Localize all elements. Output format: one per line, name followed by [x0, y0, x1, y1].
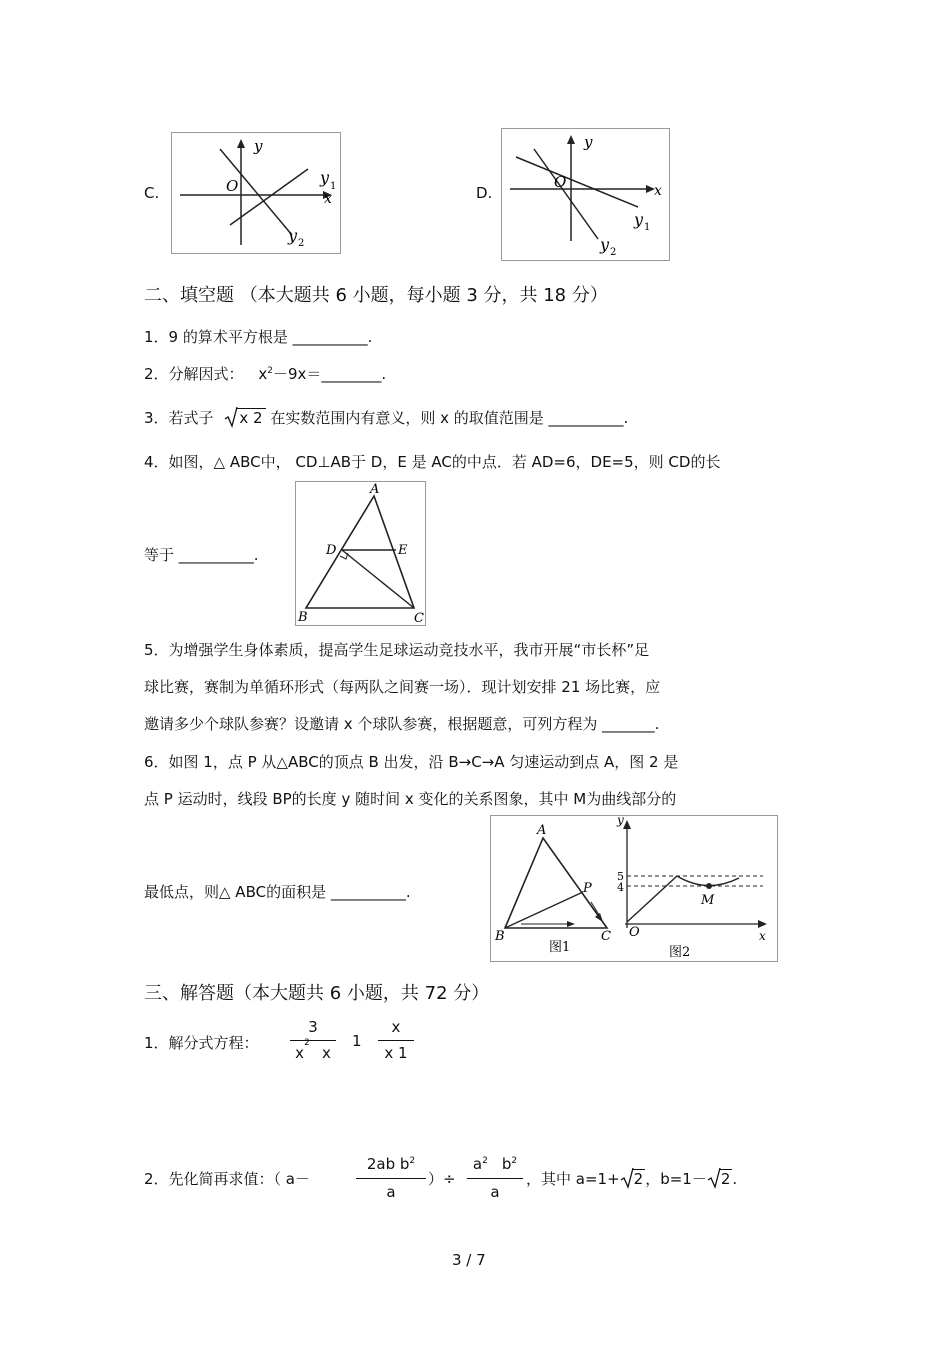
q4-label-c: C	[414, 611, 424, 625]
q4-label-d: D	[326, 543, 337, 558]
s3-q2-sqrt-b	[707, 1170, 733, 1188]
q6-fig1-b: B	[495, 929, 505, 944]
d-origin-label: O	[554, 173, 567, 191]
page-number: 3 / 7	[452, 1251, 486, 1269]
s3-q1-frac2-den: x 1	[384, 1044, 408, 1062]
s2-q6-line3: 最低点，则△ ABC的面积是 __________.	[144, 883, 411, 901]
q6-fig1-caption: 图1	[549, 940, 571, 955]
s3-q2-frac1-num-text: 2ab b	[366, 1155, 410, 1173]
s3-q2-sqrt-b-value: 2	[720, 1170, 731, 1188]
s3-q2-frac2-den: a	[490, 1183, 500, 1201]
q6-fig2-m: M	[701, 893, 715, 908]
c-y1-sub: 1	[330, 181, 337, 192]
s2-q6-line1: 6．如图 1，点 P 从△ABC的顶点 B 出发，沿 B→C→A 匀速运动到点 A，图 2 是	[144, 753, 679, 771]
s3-q2-frac2-b-exp: 2	[511, 1156, 518, 1166]
c-y2-label: y	[288, 226, 298, 245]
q4-label-e: E	[398, 543, 408, 558]
radical-sign-icon	[707, 1167, 721, 1189]
s2-q3-radicand: x 2	[236, 408, 265, 427]
radical-sign-icon	[620, 1167, 634, 1189]
s3-q2-frac1-den: a	[386, 1183, 396, 1201]
s3-q1-frac1-den: x 2 x	[295, 1038, 331, 1062]
s2-q3-prefix: 3．若式子	[144, 409, 214, 427]
q4-label-b: B	[298, 610, 308, 625]
q6-fig2-caption: 图2	[669, 945, 691, 960]
d-y-axis-label: y	[584, 133, 593, 151]
s2-q2-exp: 2	[267, 366, 273, 376]
s2-q2-x: x	[258, 365, 268, 383]
s3-q2-suffix1: ，其中 a=1+	[526, 1170, 620, 1188]
c-y2-sub: 2	[298, 238, 305, 249]
s2-q5-line1: 5．为增强学生身体素质，提高学生足球运动竞技水平，我市开展“市长杯”足	[144, 641, 650, 659]
s3-q1-den-exp: 2	[304, 1038, 310, 1048]
section2-heading: 二、填空题 （本大题共 6 小题，每小题 3 分，共 18 分）	[144, 285, 608, 306]
s3-q2-sqrt-a	[620, 1170, 646, 1188]
q6-fig2-o: O	[629, 925, 640, 940]
q6-fig2-y: y	[617, 816, 624, 827]
s2-q5-line3: 邀请多少个球队参赛？设邀请 x 个球队参赛，根据题意，可列方程为 _______.	[144, 715, 660, 733]
s3-q2-frac2-a-exp: 2	[482, 1156, 488, 1166]
q4-triangle-figure	[295, 481, 426, 626]
s3-q1-frac1-bar	[290, 1040, 336, 1041]
radical-sign-icon	[224, 406, 238, 428]
s3-q2-sqrt-a-value: 2	[633, 1170, 644, 1188]
d-y2-label: y	[600, 235, 610, 254]
s3-q1-prefix: 1．解分式方程：	[144, 1034, 259, 1052]
option-c-graph	[171, 132, 341, 254]
c-y1-label: y	[320, 168, 330, 187]
s2-q3-radical	[224, 409, 265, 427]
s3-q1-frac2-num: x	[391, 1018, 401, 1036]
s2-q1: 1．9 的算术平方根是 __________.	[144, 328, 373, 346]
s3-q2-frac2-bar	[467, 1178, 523, 1179]
s3-q2-suffix2: ，b=1－	[645, 1170, 707, 1188]
s3-q1-frac1-num: 3	[308, 1018, 318, 1036]
s3-q2-suffix3: .	[732, 1170, 738, 1188]
option-d-graph	[501, 128, 670, 261]
s3-q2-frac1-bar	[356, 1178, 426, 1179]
q6-fig2-four: 4	[617, 881, 624, 894]
q6-fig1-c: C	[601, 929, 611, 944]
s2-q2	[144, 363, 386, 384]
c-y-axis-label: y	[254, 137, 263, 155]
s3-q2-frac2-a: a	[472, 1155, 483, 1173]
c-origin-label: O	[226, 177, 239, 195]
s3-q2-frac2-num	[467, 1155, 523, 1173]
s3-q2-frac2-b: b	[501, 1155, 512, 1173]
q6-figures	[490, 815, 778, 962]
d-y1-label: y	[634, 210, 644, 229]
s3-q2-prefix: 2．先化简再求值：（ a－	[144, 1170, 311, 1188]
q6-fig1-p: P	[583, 881, 592, 896]
d-y1-sub: 1	[644, 222, 651, 233]
s2-q4-line1: 4．如图，△ ABC中， CD⊥AB于 D，E 是 AC的中点．若 AD=6，DE=5，则 CD的长	[144, 453, 721, 471]
q6-fig1-a: A	[537, 823, 547, 838]
q6-fig2-x: x	[759, 929, 766, 943]
s2-q5-line2: 球比赛，赛制为单循环形式（每两队之间赛一场）．现计划安排 21 场比赛，应	[144, 678, 661, 696]
option-d-label: D.	[476, 184, 493, 202]
s2-q3-suffix: 在实数范围内有意义，则 x 的取值范围是 __________.	[270, 409, 629, 427]
s3-q2-suffix	[526, 1168, 737, 1189]
s3-q1-frac2-bar	[378, 1040, 414, 1041]
s3-q1-middle: 1	[352, 1032, 362, 1050]
option-c-label: C.	[144, 184, 160, 202]
c-x-axis-label: x	[324, 191, 332, 207]
s2-q2-prefix: 2．分解因式：	[144, 365, 244, 383]
s3-q2-frac1-num	[356, 1155, 426, 1173]
s2-q6-line2: 点 P 运动时，线段 BP的长度 y 随时间 x 变化的关系图象，其中 M为曲线部分的	[144, 790, 677, 808]
d-y2-sub: 2	[610, 247, 617, 258]
q4-label-a: A	[370, 482, 380, 497]
d-x-axis-label: x	[654, 183, 662, 199]
s2-q2-rest: －9x＝________.	[272, 365, 387, 383]
s2-q3	[144, 407, 628, 428]
s3-q2-frac1-num-exp: 2	[409, 1156, 416, 1166]
section3-heading: 三、解答题（本大题共 6 小题，共 72 分）	[144, 983, 490, 1004]
s2-q4-line2: 等于 __________.	[144, 546, 259, 564]
q6-fig2-five: 5	[617, 870, 624, 883]
s3-q2-div: ）÷	[428, 1170, 456, 1188]
